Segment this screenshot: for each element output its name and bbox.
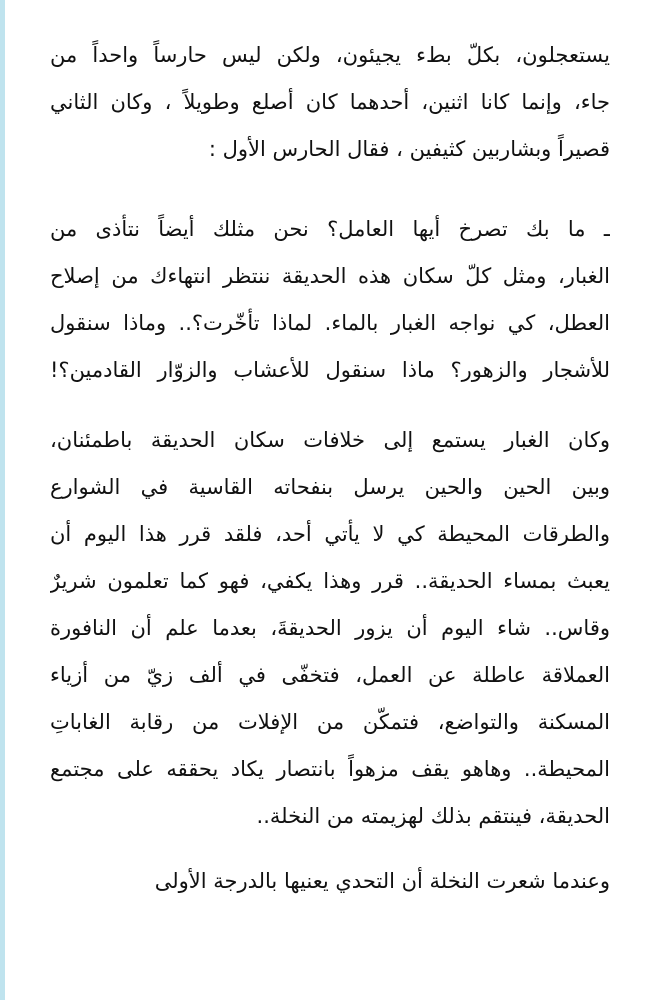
text-line: الحديقة، فينتقم بذلك لهزيمته من النخلة.. — [256, 804, 610, 828]
text-line: والطرقات المحيطة كي لا يأتي أحد، فلقد قرر هذا اليوم أن — [50, 522, 610, 546]
text-line: وبين الحين والحين يرسل بنفحاته القاسية في الشوارع — [50, 475, 610, 499]
text-line: قصيراً وبشاربين كثيفين ، فقال الحارس الأول : — [208, 137, 610, 161]
text-line: يعبث بمساء الحديقة.. قرر وهذا يكفي، فهو كما تعلمون شريرٌ — [50, 569, 610, 593]
book-page — [50, 0, 610, 1000]
text-line: وعندما شعرت النخلة أن التحدي يعنيها بالدرجة الأولى — [154, 869, 610, 893]
text-line: وقاس.. شاء اليوم أن يزور الحديقةَ، بعدما علم أن النافورة — [50, 616, 610, 640]
text-line: العطل، كي نواجه الغبار بالماء. لماذا تأخّرت؟.. وماذا سنقول — [50, 311, 610, 335]
text-line: وكان الغبار يستمع إلى خلافات سكان الحديقة باطمئنان، — [50, 428, 610, 452]
text-line: العملاقة عاطلة عن العمل، فتخفّى في ألف زيّ من أزياء — [50, 663, 610, 687]
text-line: المحيطة.. وهاهو يقف مزهواً بانتصار يكاد يحققه على مجتمع — [50, 757, 610, 781]
page-edge-strip — [0, 0, 5, 1000]
text-line: يستعجلون، بكلّ بطء يجيئون، ولكن ليس حارساً واحداً من — [50, 43, 610, 67]
text-line: للأشجار والزهور؟ ماذا سنقول للأعشاب والزوّار القادمين؟! — [50, 358, 610, 382]
text-line: جاء، وإنما كانا اثنين، أحدهما كان أصلع وطويلاً ، وكان الثاني — [50, 90, 610, 114]
text-line: المسكنة والتواضع، فتمكّن من الإفلات من رقابة الغاباتِ — [50, 710, 610, 734]
text-line: ـ ما بك تصرخ أيها العامل؟ نحن مثلك أيضاً نتأذى من — [50, 217, 610, 241]
text-line: الغبار، ومثل كلّ سكان هذه الحديقة ننتظر انتهاءك من إصلاح — [50, 264, 610, 288]
